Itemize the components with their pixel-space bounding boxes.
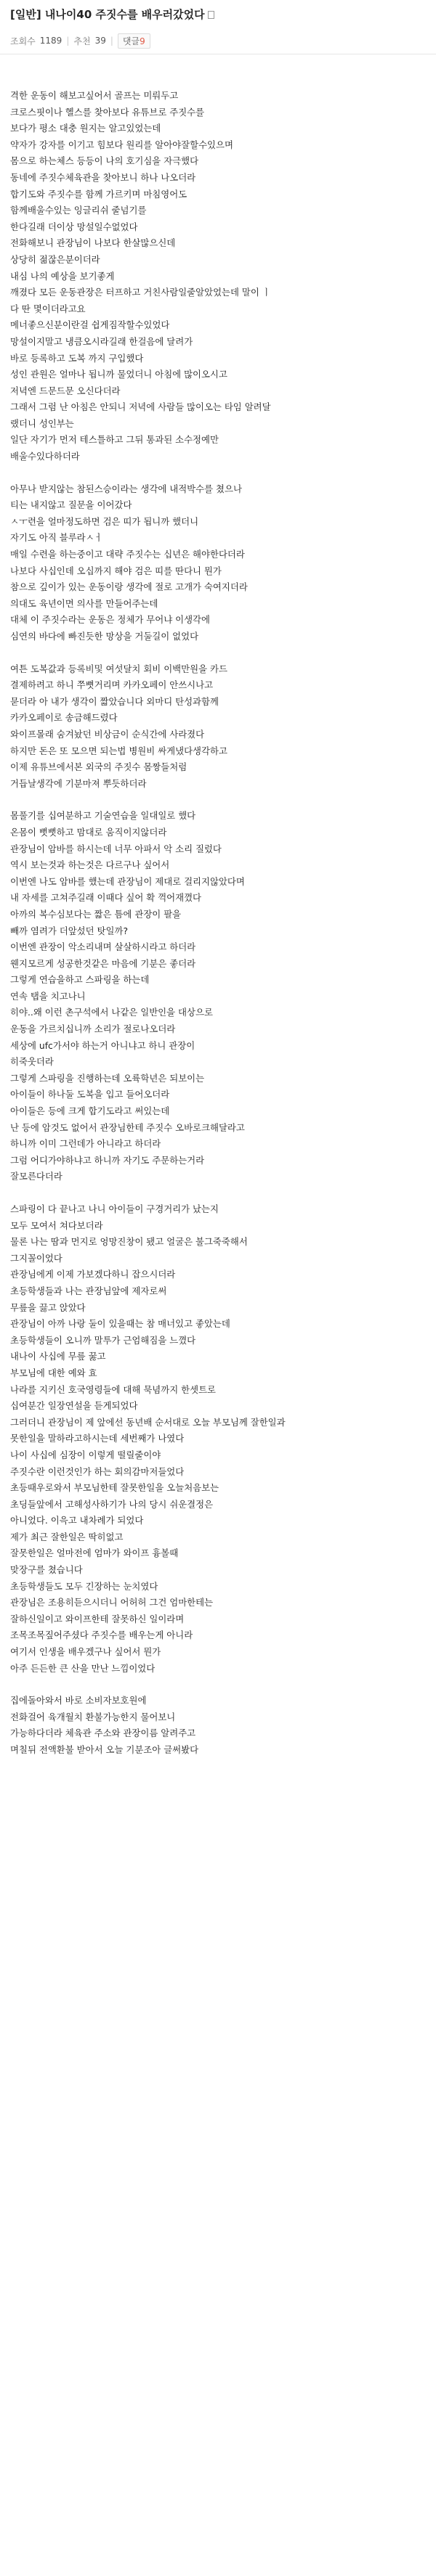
post-text-line: 맞장구를 쳤습니다 (10, 1564, 83, 1576)
post-text-line: 일단 자기가 먼저 테스틀하고 그뒤 통과된 소수정예만 (10, 434, 219, 446)
post-text-line: 성인 관원은 얼마나 됩니까 물었더니 아침에 많이오시고 (10, 369, 227, 380)
post-text-line: 합기도와 주짓수를 함께 가르키며 마침영어도 (10, 188, 187, 200)
post-text-line: 잘모른다더라 (10, 1171, 62, 1182)
post-text-line: 나라를 지키신 호국영령들에 대해 묵념까지 한셋트로 (10, 1383, 217, 1395)
post-text-line: 초등때우로와서 부모님한테 잘못한일을 오늘처음보는 (10, 1482, 219, 1494)
post-text-line: 전화해보니 관장님이 나보다 한살많으신데 (10, 237, 176, 249)
post-text-line: 연속 탭을 치고나니 (10, 990, 86, 1002)
post-text-line: 바로 등록하고 도복 까지 구입했다 (10, 352, 144, 364)
post-text-line: 보다가 평소 대충 원지는 알고있었는데 (10, 123, 161, 134)
post-text-line: 그럼 어디가야하냐고 하니까 자기도 주문하는거라 (10, 1154, 205, 1166)
post-text-line: 내 자세를 고쳐주길래 이때다 싶어 확 꺽어재꼈다 (10, 892, 202, 904)
bookmark-icon[interactable] (208, 11, 214, 19)
post-text-line: 여기서 인생을 배우겠구나 싶어서 뭔가 (10, 1646, 161, 1658)
post-text-line: 여튼 도복값과 등록비및 여섯달치 회비 이백만원을 카드 (10, 663, 227, 674)
post-text-line: 다 딴 몇이더라고요 (10, 303, 86, 314)
post-text-line: 내심 나의 예상을 보기좋게 (10, 270, 115, 282)
post-text-line: 티는 내지않고 질문을 이어갔다 (10, 499, 132, 511)
post-text-line: 며칠뒤 전액환불 받아서 오늘 기분조아 글써봤다 (10, 1744, 199, 1755)
post-text-line: 와이프몰래 숨겨놨던 비상금이 순식간에 사라졌다 (10, 728, 205, 740)
post-text-line: 모두 모여서 쳐다보더라 (10, 1219, 103, 1231)
post-text-line: 한다길래 더이상 망설일수없었다 (10, 221, 138, 232)
post-text-line: 운동을 가르치십니까 소리가 절로나오더라 (10, 1023, 176, 1035)
post-text-line: 깨졌다 모든 운동관장은 터프하고 거친사람일줄알았었는데 말이 ㅣ (10, 287, 271, 298)
post-text-line: 나이 사십에 심장이 이렇게 떨릴줄이야 (10, 1449, 161, 1460)
meta-divider: | (110, 36, 113, 46)
post-text-line: 집에돌아와서 바로 소비자보호원에 (10, 1695, 147, 1706)
post-text-line: 스파링이 다 끝나고 나니 아이들이 구경거리가 났는지 (10, 1203, 219, 1214)
post-text-line: 거듭날생각에 기분마져 뿌듯하더라 (10, 777, 147, 789)
views-label: 조회수 (10, 36, 36, 46)
post-text-line: 랬더니 성인부는 (10, 417, 74, 429)
post-text-line: 관장님이 암바를 하시는데 너무 아파서 악 소리 질렀다 (10, 843, 222, 854)
post-text-line: 조목조목짚어주셨다 주짓수를 배우는게 아니라 (10, 1630, 193, 1641)
post-text-line: 초등학생들과 나는 관장님앞에 제자로써 (10, 1285, 167, 1296)
post-text-line: 저녁엔 드문드문 오신다더라 (10, 385, 121, 396)
post-text-line: 빼까 염려가 더앞섰던 탓일까? (10, 925, 129, 936)
post-text-line: 관장님에게 이제 가보겠다하니 잡으시더라 (10, 1269, 176, 1280)
post-text-line: 심연의 바다에 빠진듯한 망상을 거둘길이 없었다 (10, 631, 199, 642)
post-text-line: 그렇게 스파링을 진행하는데 오륙학년은 되보이는 (10, 1072, 205, 1084)
post-text-line: 동네에 주짓수체육관을 찾아보니 하나 나오더라 (10, 171, 196, 183)
post-text-line: 매일 수련을 하는중이고 대략 주짓수는 십년은 해야한다더라 (10, 549, 245, 560)
post-text-line: 전화걸어 육개월치 환불가능한지 물어보니 (10, 1711, 176, 1722)
views-count: 1189 (39, 36, 62, 46)
post-text-line: 아이들이 하나둘 도복을 입고 들어오더라 (10, 1089, 170, 1100)
post-text-line: 망설이지말고 냉큼오시라길래 한걸음에 달려가 (10, 335, 193, 347)
post-text-line: 히죽웃더라 (10, 1056, 54, 1068)
post-text-line: 제가 최근 잘한일은 딱히없고 (10, 1531, 124, 1542)
post-text-line: 이제 유튜브에서본 외국의 주짓수 몸짱들처럼 (10, 761, 187, 773)
post-text-line: 크로스핏이나 헬스를 찾아보다 유튜브로 주짓수를 (10, 106, 205, 118)
post-text-line: ㅅㅜ련을 얼마정도하면 검은 띠가 됩니까 했더니 (10, 515, 199, 527)
post-text-line: 하지만 돈은 또 모으면 되는법 병원비 싸게냈다생각하고 (10, 745, 227, 756)
post-paragraph (10, 481, 426, 645)
post-text-line: 십여분간 일장연설을 듣게되었다 (10, 1400, 138, 1412)
post-text-line: 관장님이 아까 나랑 둘이 있을때는 참 매너있고 좋았는데 (10, 1318, 230, 1330)
post-text-line: 그렇게 연습을하고 스파링을 하는데 (10, 974, 150, 986)
post-text-line: 주짓수란 이런것인가 하는 회의감마저들었다 (10, 1465, 185, 1477)
post-text-line: 자기도 아직 블루라ㅅㅓ (10, 532, 103, 544)
post-text-line: 의대도 육년이면 의사를 만들어주는데 (10, 597, 158, 609)
post-text-line: 그래서 그럼 난 아침은 안되니 저녁에 사람들 많이오는 타임 알려달 (10, 401, 271, 413)
post-text-line: 물론 나는 땀과 먼지로 엉망진창이 됐고 얼굴은 불그죽죽해서 (10, 1236, 248, 1248)
post-title-text: [일반] 내나이40 주짓수를 배우러갔었다 (10, 8, 205, 21)
post-text-line: 격한 운동이 해보고싶어서 골프는 미뤄두고 (10, 90, 179, 101)
post-text-line: 카카오페이로 송금해드렸다 (10, 712, 118, 724)
post-text-line: 그러더니 관장님이 제 앞에선 동년배 순서대로 오늘 부모님께 잘한일과 (10, 1416, 286, 1428)
post-text-line: 배울수있다하더라 (10, 451, 80, 462)
post-text-line: 대체 이 주짓수라는 운동은 정체가 무어냐 이생각에 (10, 614, 210, 626)
post-text-line: 초등학생들이 오니까 말투가 근엄해짐을 느꼈다 (10, 1334, 196, 1346)
post-text-line: 웬지모르게 성공한것같은 마음에 기분은 좋더라 (10, 957, 196, 969)
post-text-line: 이번엔 나도 암바를 했는데 관장님이 제대로 걸리지않았다며 (10, 875, 245, 887)
post-text-line: 나보다 사십인데 오십까지 해야 검은 띠를 딴다니 뭔가 (10, 565, 222, 576)
post-text-line: 약자가 강자를 이기고 힘보다 원리를 알아야잘할수있으며 (10, 139, 233, 150)
post-text-line: 아까의 복수심보다는 짧은 틈에 관장이 팔을 (10, 908, 182, 920)
post-text-line: 관장님은 조용히듣으시더니 어허허 그건 엄마한테는 (10, 1597, 214, 1608)
post-text-line: 결제하려고 하니 쭈뼛거리며 카카오페이 안쓰시나고 (10, 679, 214, 691)
post-paragraph (10, 1201, 426, 1677)
post-text-line: 온몸이 뻣뻣하고 맘대로 움직이지않더라 (10, 826, 167, 838)
post-text-line: 세상에 ufc가서야 하는거 아니냐고 하니 관장이 (10, 1039, 195, 1051)
post-text-line: 아무나 받지않는 참된스승이라는 생각에 내적박수를 쳤으나 (10, 483, 242, 494)
post-text-line: 상당히 젊잖은분이더라 (10, 253, 100, 265)
post-text-line: 아이들은 등에 크게 합기도라고 써있는데 (10, 1105, 170, 1117)
post-meta (10, 33, 426, 48)
post-paragraph (10, 661, 426, 793)
post-header (0, 0, 436, 54)
post-text-line: 무릎을 끓고 앉았다 (10, 1301, 86, 1313)
recommend-count: 39 (94, 36, 106, 46)
post-text-line: 부모님에 대한 예와 효 (10, 1367, 97, 1378)
post-text-line: 메너좋으신분이란걸 쉽게짐작할수있었다 (10, 319, 170, 331)
post-text-line: 아주 든든한 큰 산을 만난 느낌이었다 (10, 1662, 156, 1674)
post-text-line: 난 등에 암것도 없어서 관장님한테 주짓수 오바로크해달라고 (10, 1121, 245, 1133)
post-body (0, 54, 436, 1789)
post-paragraph (10, 1693, 426, 1758)
post-text-line: 묻더라 아 내가 생각이 짧았습니다 외마디 탄성과함께 (10, 695, 219, 707)
meta-divider: | (66, 36, 70, 46)
comments-count: 9 (140, 36, 145, 46)
post-text-line: 초등학생들도 모두 긴장하는 눈치였다 (10, 1580, 158, 1592)
post-text-line: 하니까 이미 그런데가 아니라고 하더라 (10, 1138, 161, 1150)
post-text-line: 몸풀기를 십여분하고 기술연습을 일대일로 했다 (10, 810, 196, 822)
post-text-line: 아니었다. 이윽고 내차례가 되었다 (10, 1515, 144, 1526)
post-title (10, 7, 426, 22)
post-text-line: 잘하신일이고 와이프한테 잘못하신 일이라며 (10, 1613, 185, 1624)
recommend-label: 추천 (73, 36, 91, 46)
post-text-line: 함께배울수있는 잉글리쉬 줄넘기를 (10, 205, 147, 216)
post-text-line: 잘못한일은 얼마전에 엄마가 와이프 흉볼때 (10, 1547, 179, 1559)
comments-button[interactable] (118, 33, 150, 49)
post-text-line: 이번엔 관장이 악소리내며 살살하시라고 하더라 (10, 941, 196, 953)
post-text-line: 못한일을 말하라고하시는데 세번째가 나였다 (10, 1433, 185, 1444)
post-text-line: 역시 보는것과 하는것은 다르구나 싶어서 (10, 859, 170, 871)
post-text-line: 참으로 깊이가 있는 운동이랑 생각에 절로 고개가 숙여지더라 (10, 581, 248, 593)
post-text-line: 내나이 사십에 무릎 꿇고 (10, 1351, 106, 1362)
post-text-line: 가능하다더라 체육관 주소와 관장이름 알려주고 (10, 1727, 196, 1739)
post-text-line: 그지꼴이었다 (10, 1252, 62, 1264)
post-text-line: 초딩들앞에서 고해성사하기가 나의 당시 쉬운결정은 (10, 1498, 214, 1510)
post-paragraph (10, 88, 426, 465)
post-paragraph (10, 808, 426, 1185)
comments-label: 댓글 (122, 36, 140, 46)
post-text-line: 히야..왜 이런 촌구석에서 나같은 일반인을 대상으로 (10, 1007, 213, 1018)
post-text-line: 몸으로 하는체스 등등이 나의 호기심을 자극했다 (10, 155, 199, 167)
